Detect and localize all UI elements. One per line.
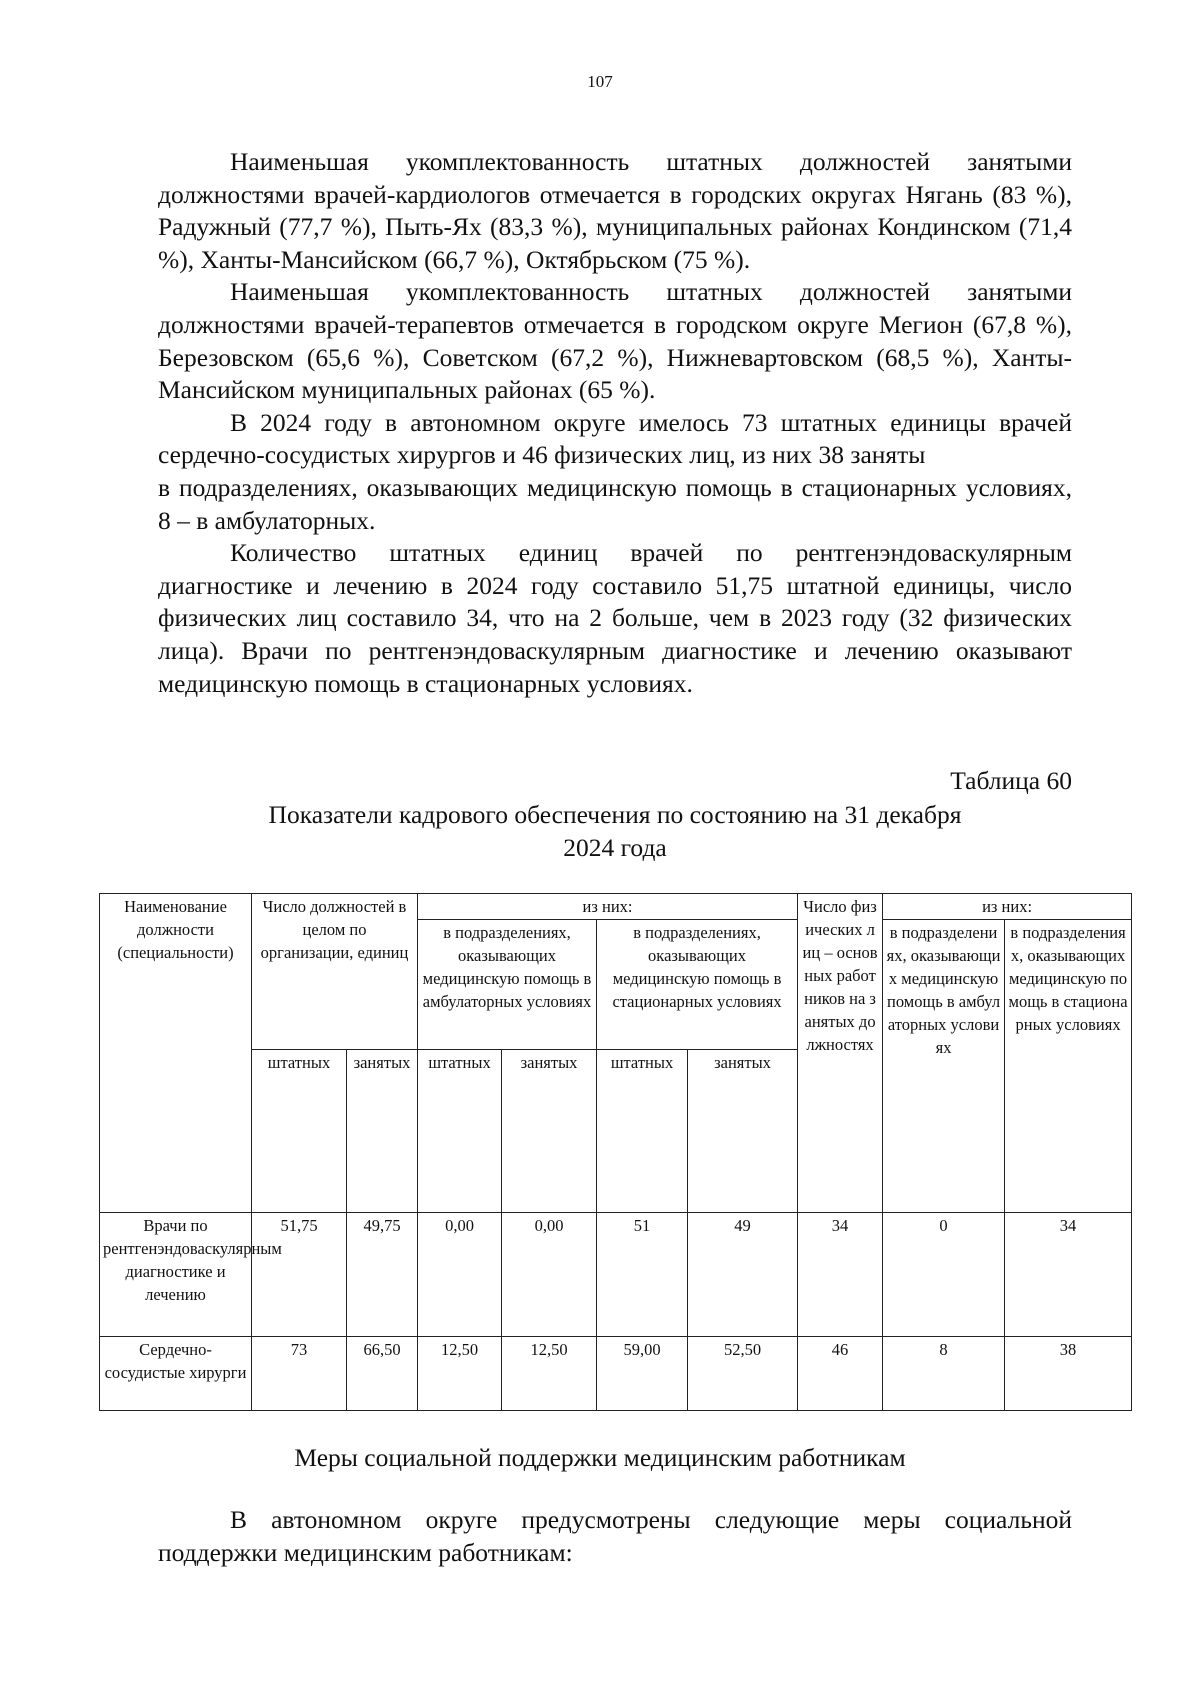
closing-paragraph: В автономном округе предусмотрены следующие меры социальной поддержки медицинским работникам:	[158, 1505, 1072, 1567]
table-row	[100, 1213, 1132, 1337]
cell-total-staff: 51,75	[252, 1213, 347, 1337]
table-title	[158, 798, 1072, 864]
cell-total-occupied: 66,50	[347, 1337, 418, 1411]
header-of-them-2: из них:	[883, 894, 1132, 920]
cell-inpatient-staff: 51	[597, 1213, 688, 1337]
cell-ambulatory-staff: 12,50	[418, 1337, 502, 1411]
header-inpatient-staff: штатных	[597, 1050, 688, 1213]
section-title: Меры социальной поддержки медицинским работникам	[294, 1443, 906, 1472]
cell-ambulatory-occupied: 0,00	[502, 1213, 597, 1337]
paragraph-endovascular: Количество штатных единиц врачей по рентгенэндоваскулярным диагностике и лечению в 2024 году составило 51,75 штатной единицы, число физических лиц составило 34, что на 2 больше, чем в 2023 году (32 физических лица). Врачи по рентгенэндоваскулярным диагностике и лечению оказывают медицинскую помощь в стационарных условиях.	[158, 538, 1072, 698]
header-total-occupied: занятых	[347, 1050, 418, 1213]
table-label: Таблица 60	[950, 766, 1072, 795]
cell-total-staff: 73	[252, 1337, 347, 1411]
paragraph-surgeons-continued: в подразделениях, оказывающих медицинскую помощь в стационарных условиях, 8 – в амбулаторных.	[158, 472, 1072, 535]
page-number: 107	[587, 72, 613, 91]
cell-individuals-ambulatory: 8	[883, 1337, 1005, 1411]
row-name: Сердечно-сосудистые хирурги	[100, 1337, 252, 1411]
cell-individuals-inpatient: 34	[1005, 1213, 1132, 1337]
header-position: Наименование должности (специальности)	[100, 894, 252, 1213]
header-individuals-inpatient: в подразделениях, оказывающих медицинскую помощь в стационарных условиях	[1005, 920, 1132, 1213]
header-ambulatory-occupied: занятых	[502, 1050, 597, 1213]
header-inpatient-occupied: занятых	[688, 1050, 798, 1213]
cell-individuals-inpatient: 38	[1005, 1337, 1132, 1411]
header-ambulatory-staff: штатных	[418, 1050, 502, 1213]
header-individuals-ambulatory: в подразделениях, оказывающих медицинскую помощь в амбулаторных условиях	[883, 920, 1005, 1213]
table-header-row-1	[100, 894, 1132, 920]
body-text	[158, 146, 1072, 700]
cell-total-occupied: 49,75	[347, 1213, 418, 1337]
header-total-positions: Число должностей в целом по организации, единиц	[252, 894, 418, 1050]
cell-ambulatory-staff: 0,00	[418, 1213, 502, 1337]
paragraph-surgeons: В 2024 году в автономном округе имелось 73 штатных единицы врачей сердечно-сосудистых хирургов и 46 физических лиц, из них 38 заняты	[158, 407, 1072, 470]
header-total-staff: штатных	[252, 1050, 347, 1213]
header-inpatient-units: в подразделениях, оказывающих медицинскую помощь в стационарных условиях	[597, 920, 798, 1050]
table-row	[100, 1337, 1132, 1411]
cell-ambulatory-occupied: 12,50	[502, 1337, 597, 1411]
cell-individuals: 34	[798, 1213, 883, 1337]
staffing-table	[99, 893, 1132, 1411]
row-name: Врачи по рентгенэндоваскулярным диагностике и лечению	[100, 1213, 252, 1337]
header-ambulatory-units: в подразделениях, оказывающих медицинскую помощь в амбулаторных условиях	[418, 920, 597, 1050]
header-of-them: из них:	[418, 894, 798, 920]
cell-individuals-ambulatory: 0	[883, 1213, 1005, 1337]
cell-inpatient-occupied: 52,50	[688, 1337, 798, 1411]
header-individuals: Число физических лиц – основных работников на занятых должностях	[798, 894, 883, 1213]
cell-inpatient-occupied: 49	[688, 1213, 798, 1337]
cell-individuals: 46	[798, 1337, 883, 1411]
paragraph-therapists: Наименьшая укомплектованность штатных должностей занятыми должностями врачей-терапевтов отмечается в городском округе Мегион (67,8 %), Березовском (65,6 %), Советском (67,2 %), Нижневартовском (68,5 %), Ханты-Мансийском муниципальных районах (65 %).	[158, 277, 1072, 405]
paragraph-cardiologists: Наименьшая укомплектованность штатных должностей занятыми должностями врачей-кардиологов отмечается в городских округах Нягань (83 %), Радужный (77,7 %), Пыть-Ях (83,3 %), муниципальных районах Кондинском (71,4 %), Ханты-Мансийском (66,7 %), Октябрьском (75 %).	[158, 147, 1072, 274]
table-title-line-2: 2024 года	[563, 833, 667, 862]
table-title-line-1: Показатели кадрового обеспечения по состоянию на 31 декабря	[268, 800, 962, 829]
cell-inpatient-staff: 59,00	[597, 1337, 688, 1411]
